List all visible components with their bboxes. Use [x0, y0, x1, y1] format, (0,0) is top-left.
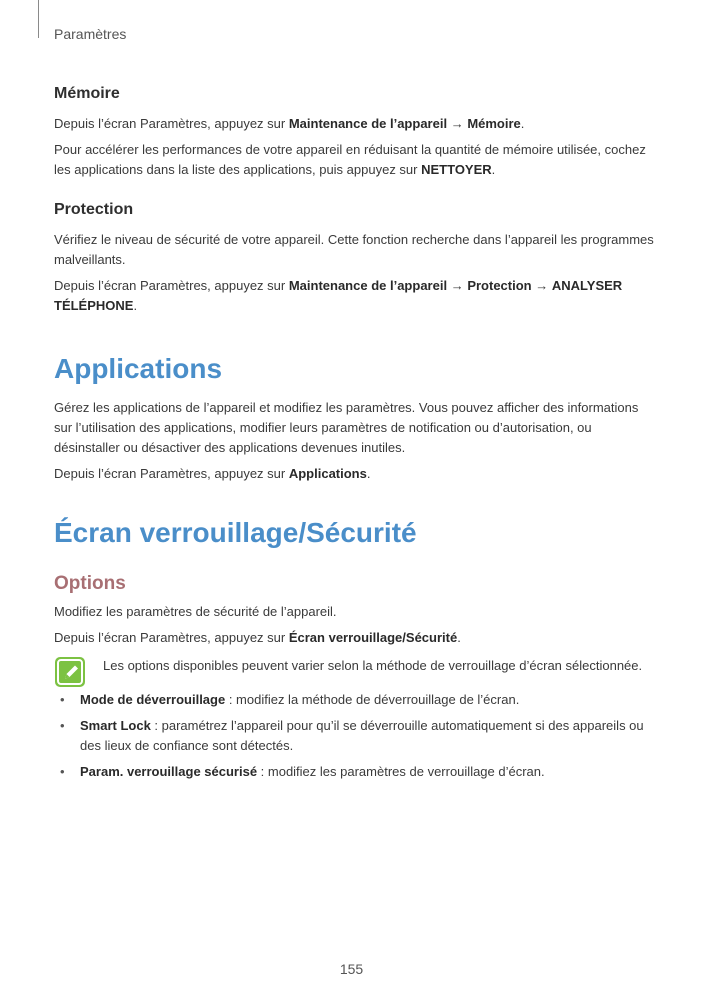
ecran-heading: Écran verrouillage/Sécurité: [54, 517, 417, 548]
option-description: : paramétrez l’appareil pour qu’il se déverrouille automatiquement si des appareils ou des lieux de confiance sont détectés.: [80, 718, 644, 753]
button-name: NETTOYER: [421, 162, 492, 177]
option-description: : modifiez la méthode de déverrouillage de l’écran.: [225, 692, 520, 707]
menu-path-item: Maintenance de l’appareil: [288, 278, 448, 293]
header-rule: [38, 0, 39, 38]
punctuation: .: [520, 116, 525, 131]
memoire-heading: Mémoire: [54, 85, 120, 102]
punctuation: .: [366, 466, 371, 481]
menu-path-item: ANALYSER TÉLÉPHONE: [54, 278, 623, 313]
option-term: Param. verrouillage sécurisé: [80, 764, 258, 779]
bullet-icon: •: [60, 764, 65, 779]
applications-description: Gérez les applications de l’appareil et modifiez les paramètres. Vous pouvez afficher des informations sur l’utilisation des applications, modifier leurs paramètres de notification ou d’autorisation, ou désinstaller ou désactiver des applications devenues inutiles.: [54, 400, 639, 455]
text: Depuis l’écran Paramètres, appuyez sur: [54, 466, 289, 481]
text: Depuis l’écran Paramètres, appuyez sur: [54, 116, 289, 131]
menu-path-item: Protection: [467, 278, 532, 293]
punctuation: .: [133, 298, 138, 313]
bullet-icon: •: [60, 718, 65, 733]
option-term: Smart Lock: [80, 718, 151, 733]
menu-path-item: Mémoire: [467, 116, 521, 131]
list-item: [54, 690, 654, 710]
page-content: [54, 84, 654, 788]
page-number: 155: [339, 961, 364, 977]
protection-description: Vérifiez le niveau de sécurité de votre appareil. Cette fonction recherche dans l’appareil les programmes malveillants.: [54, 232, 654, 267]
menu-path-item: Maintenance de l’appareil: [288, 116, 448, 131]
text: Depuis l’écran Paramètres, appuyez sur: [54, 630, 289, 645]
arrow-icon: →: [535, 278, 549, 293]
punctuation: .: [491, 162, 496, 177]
text: Depuis l’écran Paramètres, appuyez sur: [54, 278, 289, 293]
arrow-icon: →: [450, 278, 464, 293]
list-item: [54, 716, 654, 756]
applications-heading: Applications: [54, 353, 223, 384]
ecran-path-paragraph: [54, 628, 654, 648]
applications-path-paragraph: [54, 464, 654, 484]
memoire-description: [54, 140, 654, 180]
bullet-icon: •: [60, 692, 65, 707]
arrow-icon: →: [450, 116, 464, 131]
text: Pour accélérer les performances de votre appareil en réduisant la quantité de mémoire utilisée, cochez les applications dans la liste des applications, puis appuyez sur: [54, 142, 646, 177]
options-heading: Options: [54, 573, 126, 594]
note-pencil-icon: [54, 656, 86, 688]
option-description: : modifiez les paramètres de verrouillage d’écran.: [257, 764, 545, 779]
options-list: [54, 690, 654, 782]
section-header: Paramètres: [54, 26, 127, 42]
memoire-path-paragraph: [54, 114, 654, 134]
protection-path-paragraph: [54, 276, 654, 316]
note-box: [54, 656, 654, 676]
options-description: Modifiez les paramètres de sécurité de l’appareil.: [54, 604, 337, 619]
menu-path-item: Écran verrouillage/Sécurité: [288, 630, 458, 645]
note-text: Les options disponibles peuvent varier selon la méthode de verrouillage d’écran sélectionnée.: [103, 658, 643, 673]
list-item: [54, 762, 654, 782]
protection-heading: Protection: [54, 201, 134, 218]
option-term: Mode de déverrouillage: [80, 692, 226, 707]
menu-path-item: Applications: [288, 466, 367, 481]
punctuation: .: [457, 630, 461, 645]
